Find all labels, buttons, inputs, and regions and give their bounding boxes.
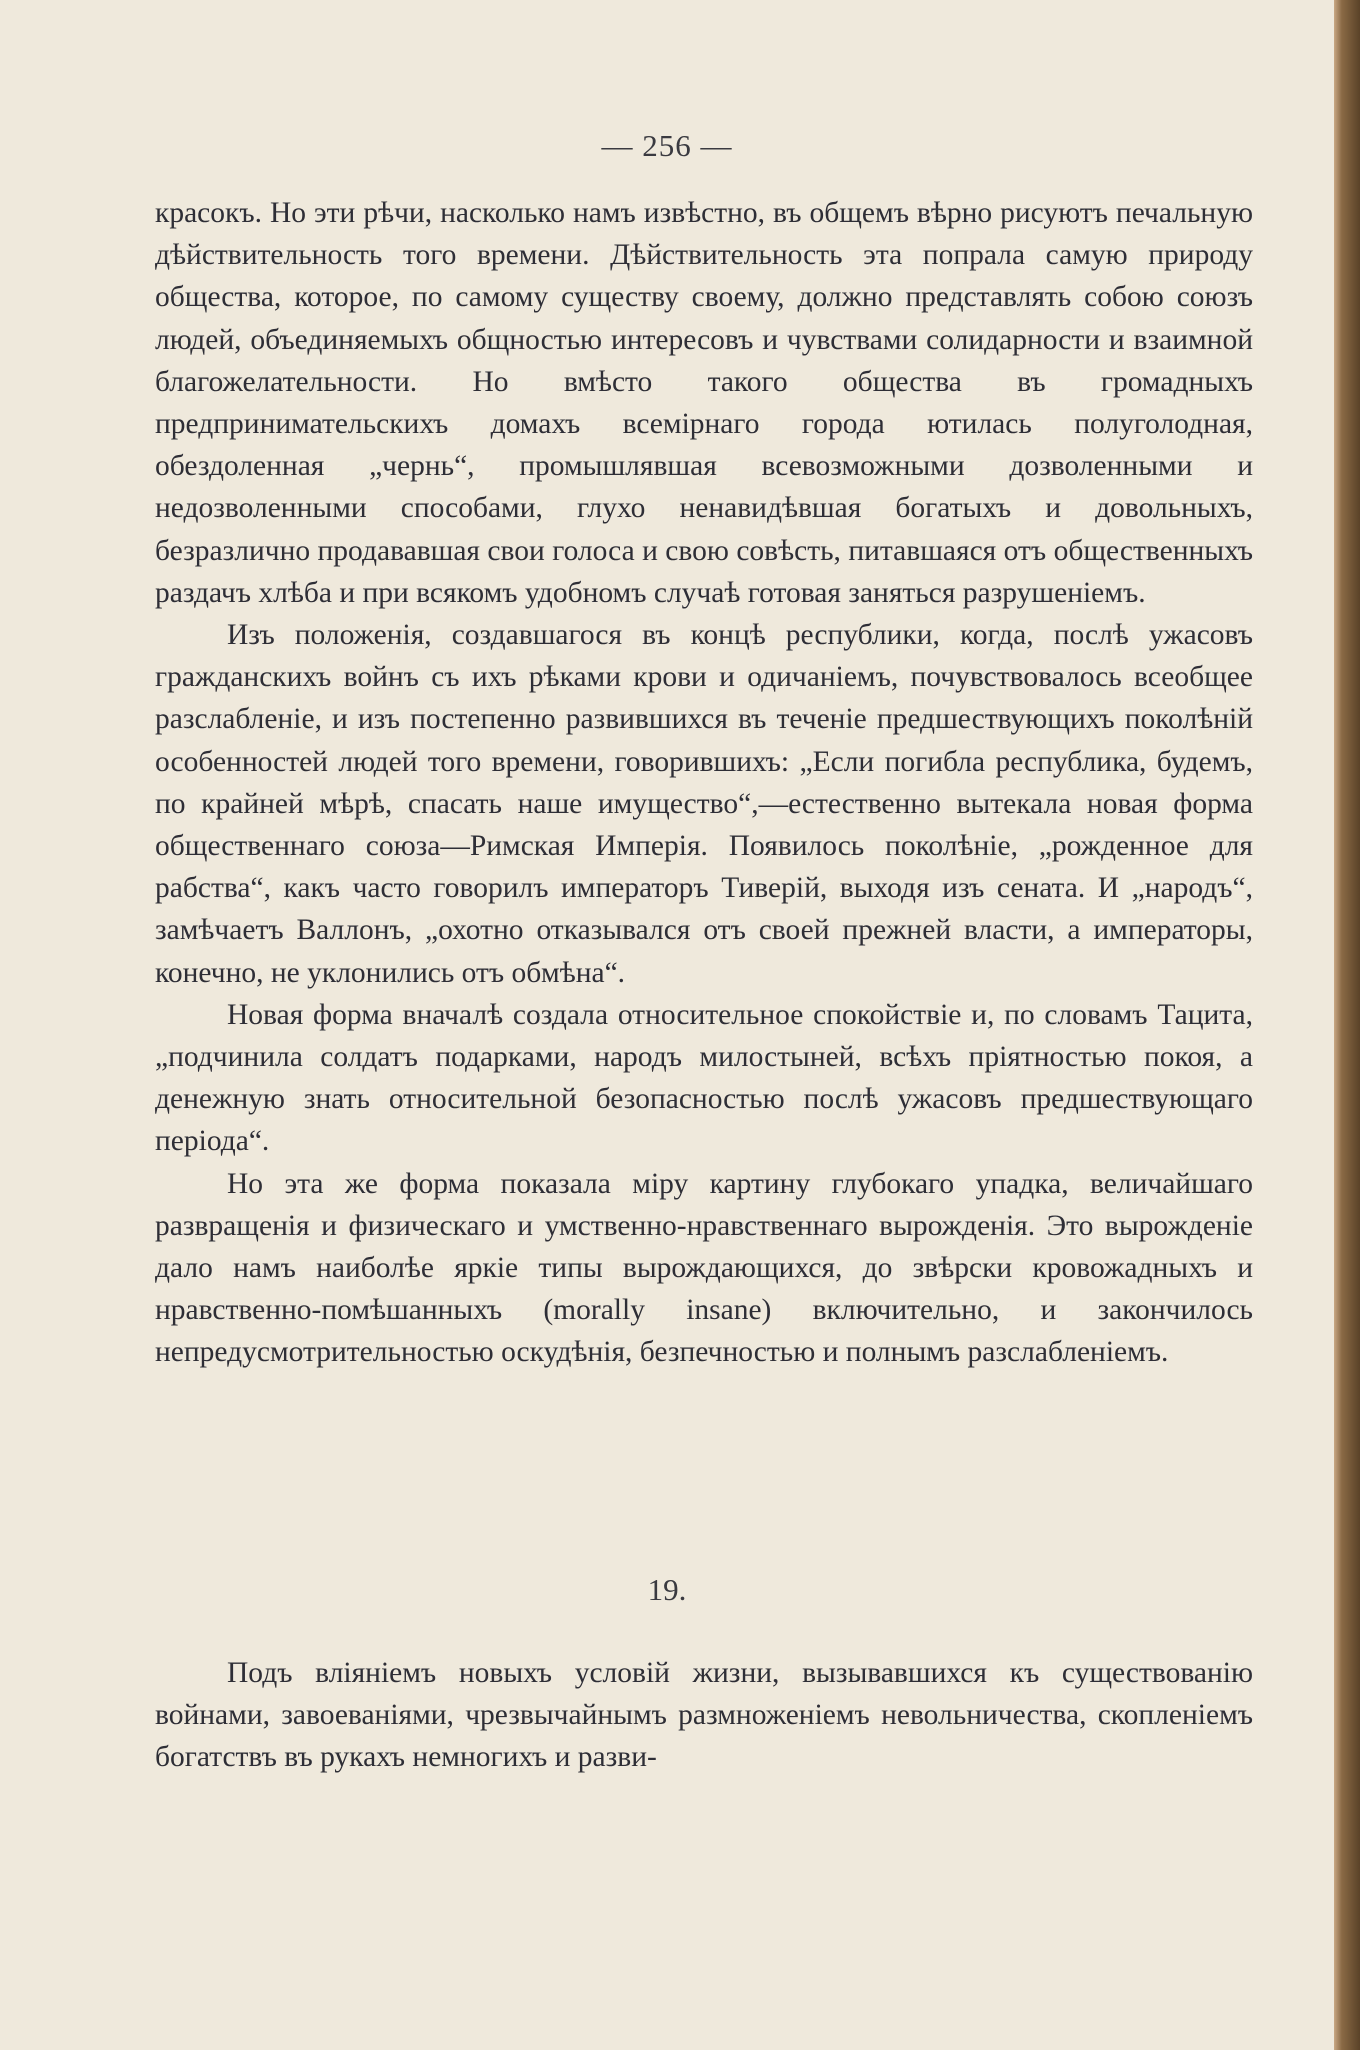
section-text-block [155,1652,1253,1779]
paragraph-2: Изъ положенія, создавшагося въ концѣ республики, когда, послѣ ужасовъ гражданскихъ войнъ съ ихъ рѣками крови и одичаніемъ, почувствовалось всеобщее разслабленіе, и изъ постепенно развившихся въ теченіе предшествующихъ поколѣній особенностей людей того времени, говорившихъ: „Если погибла республика, будемъ, по крайней мѣрѣ, спасать наше имущество“,—естественно вытекала новая форма общественнаго союза—Римская Имперія. Появилось поколѣніе, „рожденное для рабства“, какъ часто говорилъ императоръ Тиверій, выходя изъ сената. И „народъ“, замѣчаетъ Валлонъ, „охотно отказывался отъ своей прежней власти, а императоры, конечно, не уклонились отъ обмѣна“. [155,619,1253,989]
paragraph-4: Но эта же форма показала міру картину глубокаго упадка, величайшаго развращенія и физическаго и умственно-нравственнаго вырожденія. Это вырожденіе дало намъ наиболѣе яркіе типы вырождающихся, до звѣрски кровожадныхъ и нравственно-помѣшанныхъ (morally insane) включительно, и закончилось непредусмотрительностью оскудѣнія, безпечностью и полнымъ разслабленіемъ. [155,1167,1253,1369]
scan-edge [1334,0,1360,2050]
main-text-block [155,192,1253,1374]
page-number: — 256 — [601,128,733,163]
paragraph-3: Новая форма вначалѣ создала относительное спокойствіе и, по словамъ Тацита, „подчинила солдатъ подарками, народъ милостыней, всѣхъ пріятностью покоя, а денежную знать относительной безопасностью послѣ ужасовъ предшествующаго періода“. [155,998,1253,1158]
paragraph-1: красокъ. Но эти рѣчи, насколько намъ извѣстно, въ общемъ вѣрно рисуютъ печальную дѣйствительность того времени. Дѣйствительность эта попрала самую природу общества, которое, по самому существу своему, должно представлять собою союзъ людей, объединяемыхъ общностью интересовъ и чувствами солидарности и взаимной благожелательности. Но вмѣсто такого общества въ громадныхъ предпринимательскихъ домахъ всемірнаго города ютилась полуголодная, обездоленная „чернь“, промышлявшая всевозможными дозволенными и недозволенными способами, глухо ненавидѣвшая богатыхъ и довольныхъ, безразлично продававшая свои голоса и свою совѣсть, питавшаяся отъ общественныхъ раздачъ хлѣба и при всякомъ удобномъ случаѣ готовая заняться разрушеніемъ. [155,197,1253,609]
section-paragraph-1: Подъ вліяніемъ новыхъ условій жизни, вызывавшихся къ существованію войнами, завоеваніями, чрезвычайнымъ размноженіемъ невольничества, скопленіемъ богатствъ въ рукахъ немногихъ и разви- [155,1657,1253,1774]
section-number: 19. [647,1572,687,1607]
